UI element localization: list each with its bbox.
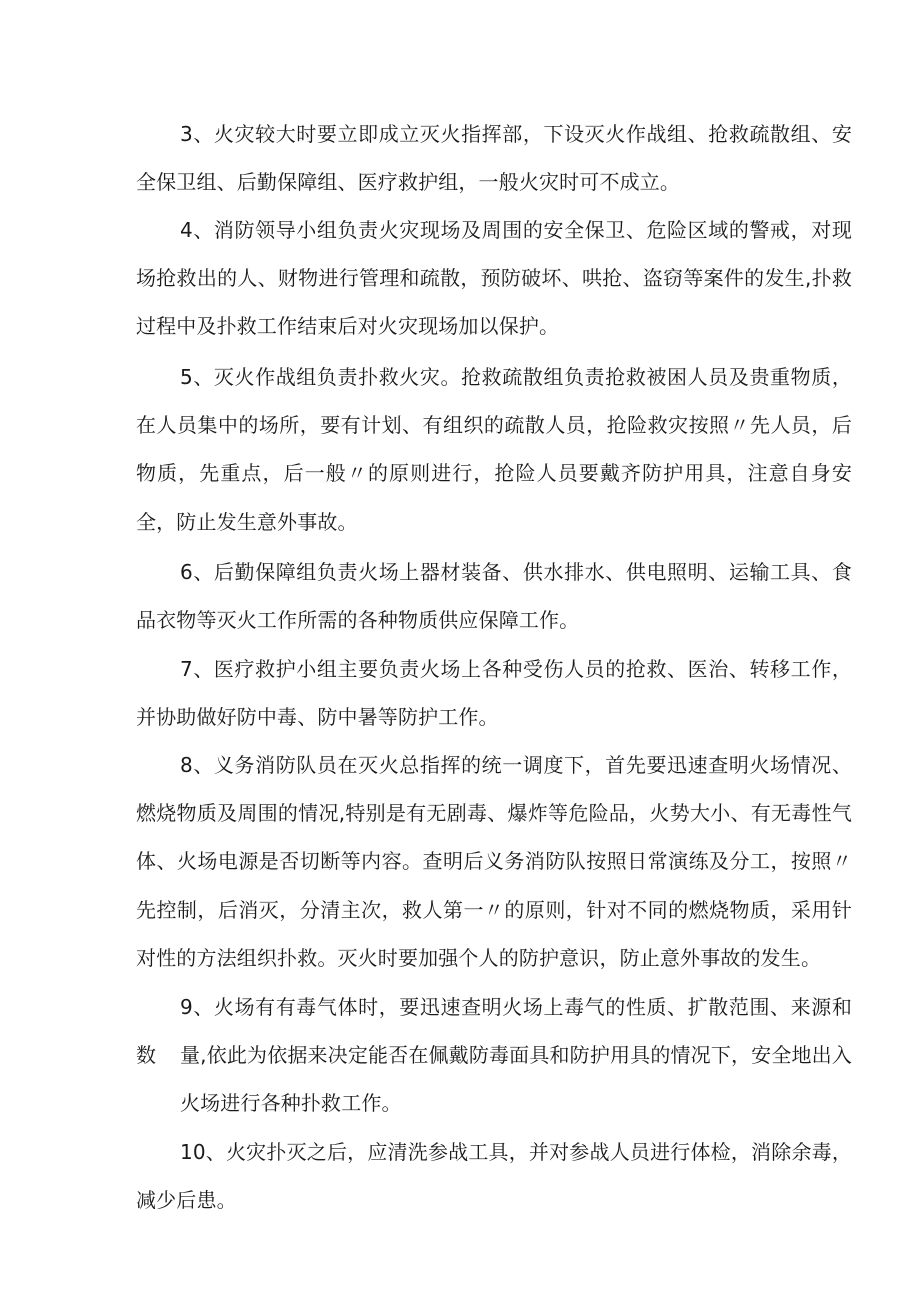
paragraph-10: 10、火灾扑灭之后，应清洗参战工具，并对参战人员进行体检，消除余毒，减少后患。: [136, 1140, 852, 1213]
paragraph-9-continuation: 量,依此为依据来决定能否在佩戴防毒面具和防护用具的情况下，安全地出入火场进行各种扑救工作。: [180, 1043, 852, 1116]
paragraph-5: 5、灭火作战组负责扑救火灾。抢救疏散组负责抢救被困人员及贵重物质，在人员集中的场所，要有计划、有组织的疏散人员，抢险救灾按照〃先人员，后物质，先重点，后一般〃的原则进行，抢险人员要戴齐防护用具，注意自身安全，防止发生意外事故。: [136, 365, 852, 534]
paragraph-4: 4、消防领导小组负责火灾现场及周围的安全保卫、危险区域的警戒，对现场抢救出的人、财物进行管理和疏散，预防破坏、哄抢、盗窃等案件的发生,扑救过程中及扑救工作结束后对火灾现场加以保护。: [136, 218, 852, 339]
paragraph-3: 3、火灾较大时要立即成立灭火指挥部，下设灭火作战组、抢救疏散组、安全保卫组、后勤保障组、医疗救护组，一般火灾时可不成立。: [136, 122, 852, 195]
paragraph-7: 7、医疗救护小组主要负责火场上各种受伤人员的抢救、医治、转移工作，并协助做好防中毒、防中暑等防护工作。: [136, 657, 852, 730]
paragraph-8: 8、义务消防队员在灭火总指挥的统一调度下，首先要迅速查明火场情况、燃烧物质及周围的情况,特别是有无剧毒、爆炸等危险品，火势大小、有无毒性气体、火场电源是否切断等内容。查明后义务消防队按照日常演练及分工，按照〃先控制，后消灭，分清主次，救人第一〃的原则，针对不同的燃烧物质，采用针对性的方法组织扑救。灭火时要加强个人的防护意识，防止意外事故的发生。: [136, 753, 852, 970]
paragraph-9-first-line: 9、火场有有毒气体时，要迅速查明火场上毒气的性质、扩散范围、来源和数: [136, 995, 852, 1068]
paragraph-6: 6、后勤保障组负责火场上器材装备、供水排水、供电照明、运输工具、食品衣物等灭火工作所需的各种物质供应保障工作。: [136, 560, 852, 633]
